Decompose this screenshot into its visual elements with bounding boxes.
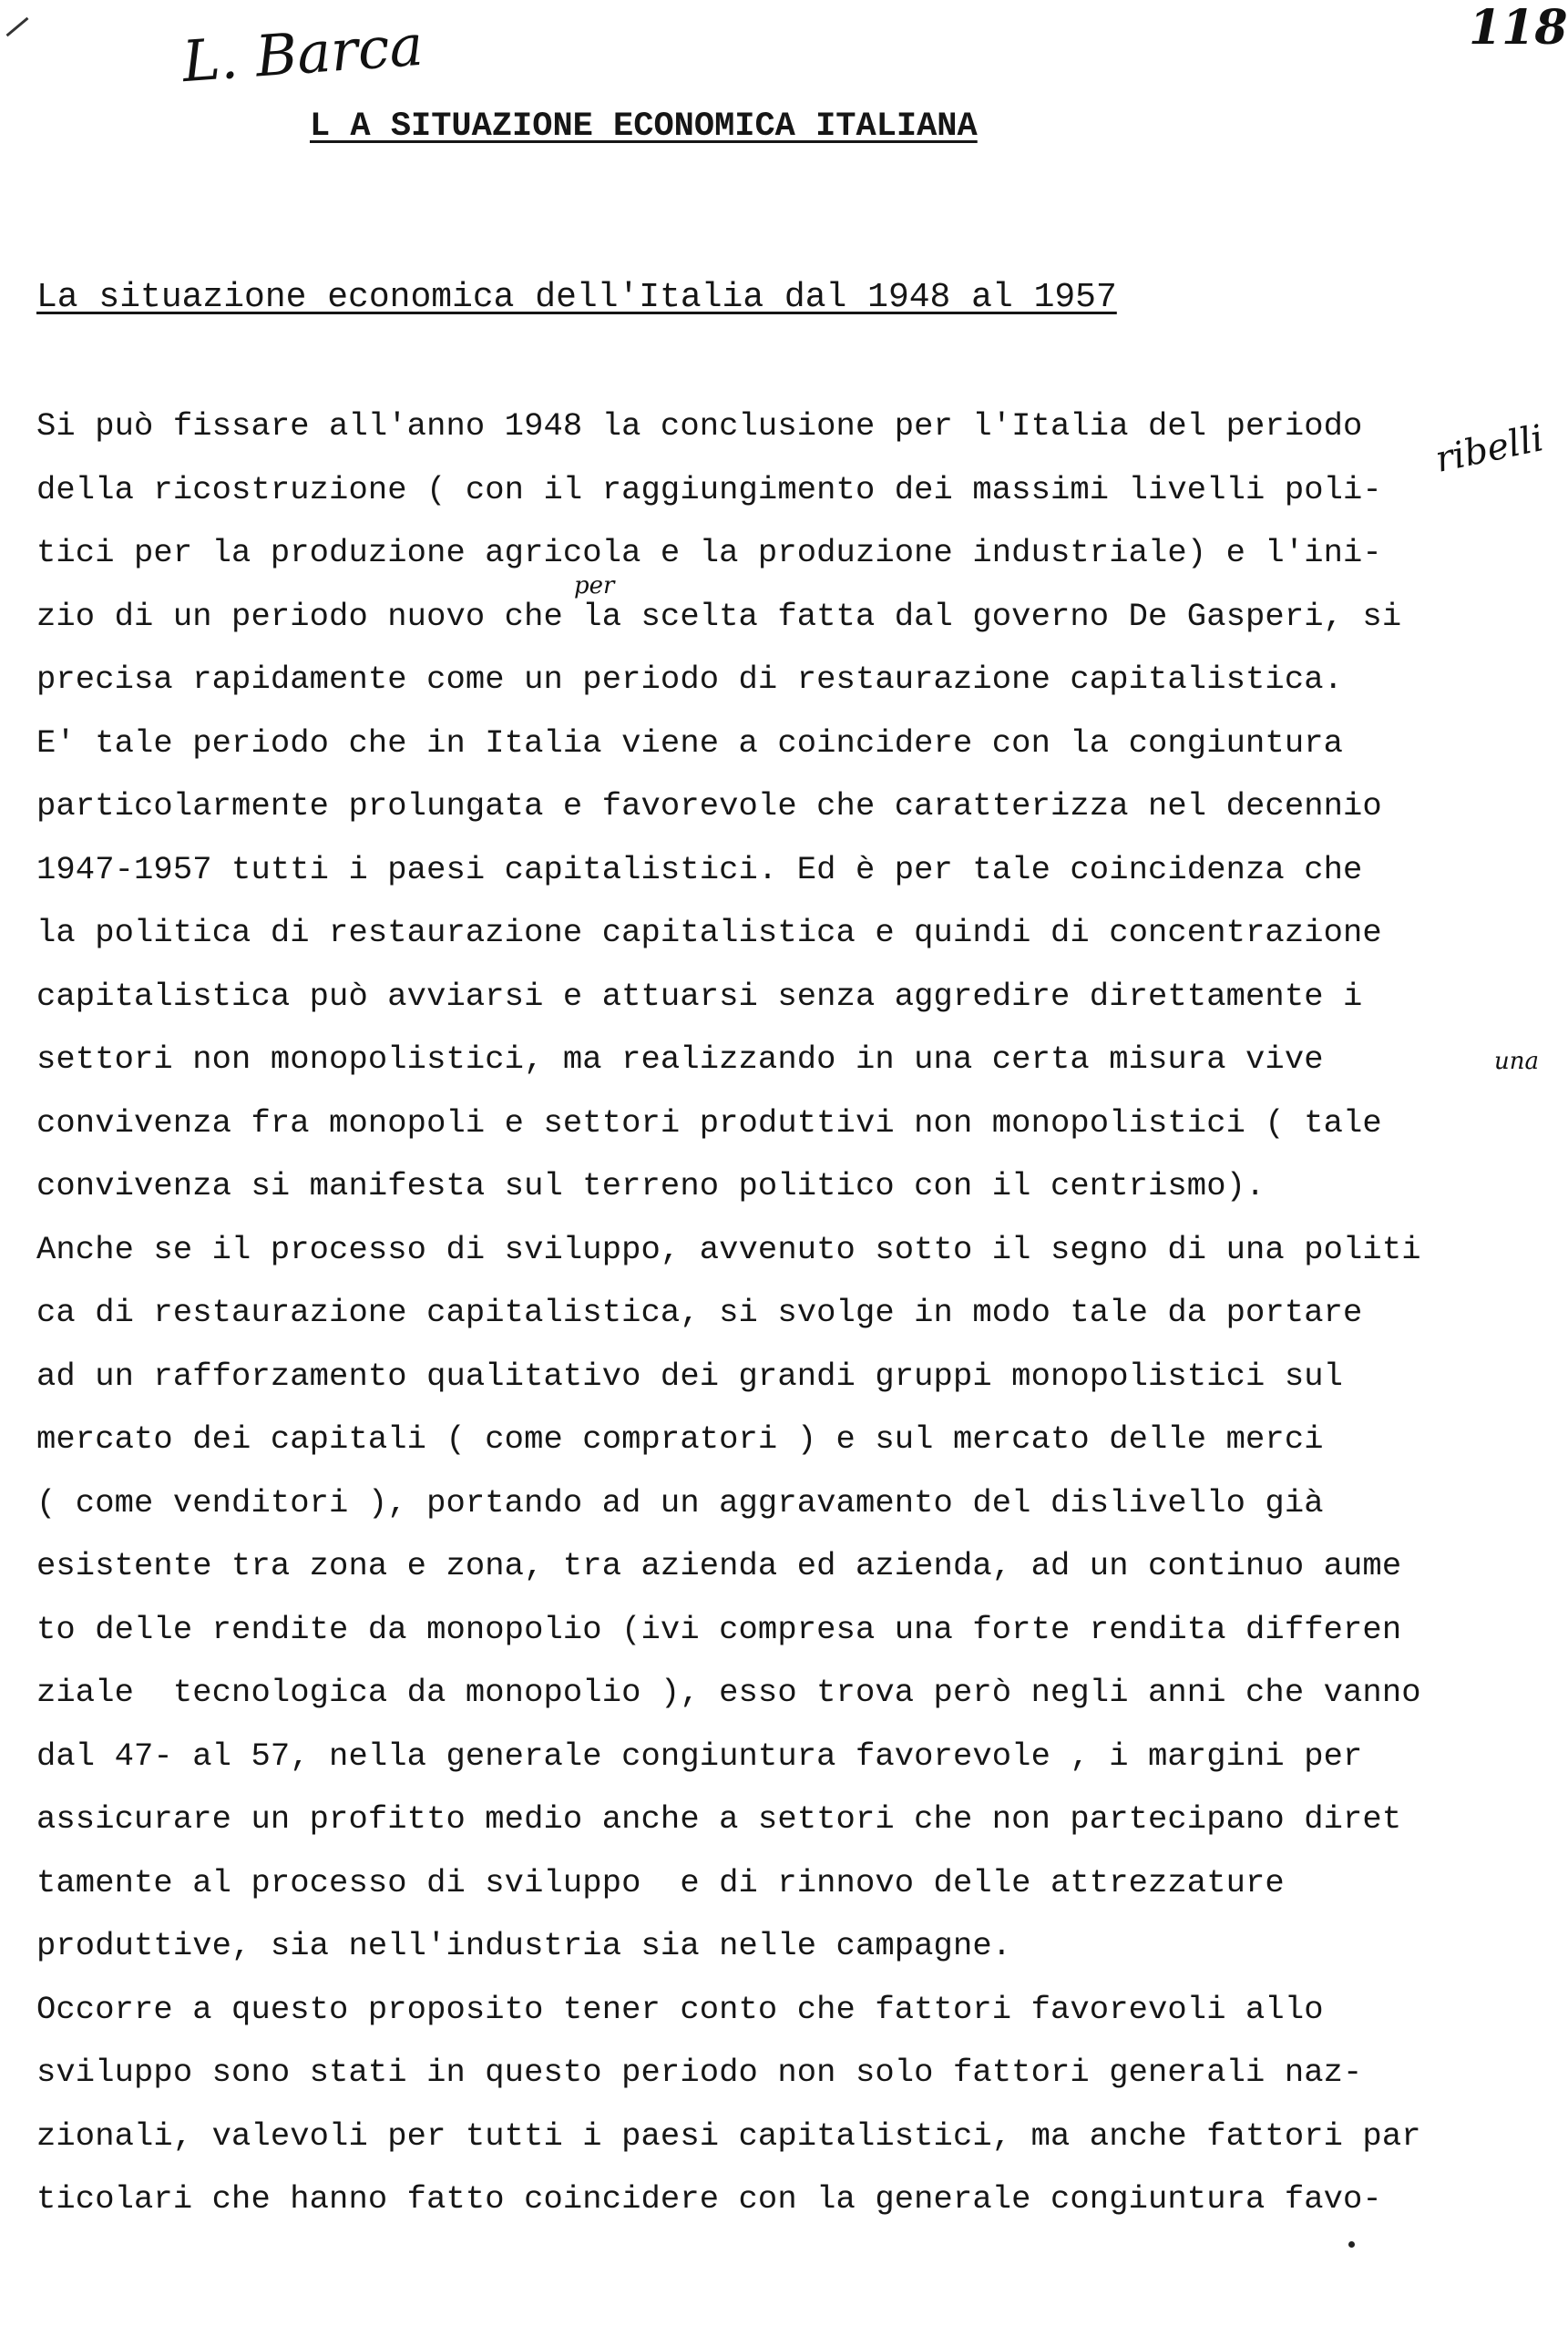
text-line: convivenza si manifesta sul terreno politico con il centrismo).	[36, 1167, 1266, 1204]
text-line: ca di restaurazione capitalistica, si svolge in modo tale da portare	[36, 1294, 1363, 1331]
text-line: to delle rendite da monopolio (ivi compresa una forte rendita differen	[36, 1611, 1402, 1648]
handwritten-page-number: 118	[1469, 0, 1568, 56]
document-title: L A SITUAZIONE ECONOMICA ITALIANA	[310, 108, 978, 146]
text-line: esistente tra zona e zona, tra azienda ed azienda, ad un continuo aume	[36, 1547, 1402, 1584]
text-line: ad un rafforzamento qualitativo dei grandi gruppi monopolistici sul	[36, 1358, 1344, 1395]
text-line: la politica di restaurazione capitalistica e quindi di concentrazione	[36, 914, 1382, 951]
section-heading: La situazione economica dell'Italia dal 1948 al 1957	[36, 278, 1117, 317]
margin-note-ribelli: ribelli	[1431, 417, 1548, 481]
text-line: Occorre a questo proposito tener conto che fattori favorevoli allo	[36, 1991, 1324, 2028]
text-line: E' tale periodo che in Italia viene a coincidere con la congiuntura	[36, 724, 1344, 762]
margin-mark	[6, 17, 29, 37]
text-line: zio di un periodo nuovo che la scelta fatta dal governo De Gasperi, si	[36, 598, 1402, 635]
text-line: settori non monopolistici, ma realizzando in una certa misura vive	[36, 1040, 1324, 1078]
text-line: zionali, valevoli per tutti i paesi capitalistici, ma anche fattori par	[36, 2117, 1421, 2155]
text-line: Si può fissare all'anno 1948 la conclusione per l'Italia del periodo	[36, 407, 1363, 445]
text-line: ( come venditori ), portando ad un aggravamento del dislivello già	[36, 1484, 1324, 1522]
margin-note-una: una	[1494, 1048, 1539, 1075]
text-line: dal 47- al 57, nella generale congiuntura favorevole , i margini per	[36, 1737, 1363, 1775]
text-line: 1947-1957 tutti i paesi capitalistici. Ed è per tale coincidenza che	[36, 851, 1363, 888]
text-line: produttive, sia nell'industria sia nelle campagne.	[36, 1927, 1012, 1964]
text-line: ziale tecnologica da monopolio ), esso trova però negli anni che vanno	[36, 1674, 1421, 1711]
text-line: ticolari che hanno fatto coincidere con la generale congiuntura favo-	[36, 2180, 1382, 2218]
text-line: capitalistica può avviarsi e attuarsi senza aggredire direttamente i	[36, 978, 1363, 1015]
text-line: Anche se il processo di sviluppo, avvenuto sotto il segno di una politi	[36, 1231, 1421, 1268]
text-line: della ricostruzione ( con il raggiungimento dei massimi livelli poli-	[36, 471, 1382, 508]
handwritten-author: L. Barca	[179, 11, 425, 96]
text-line: tici per la produzione agricola e la produzione industriale) e l'ini-	[36, 534, 1382, 571]
text-line: particolarmente prolungata e favorevole che caratterizza nel decennio	[36, 787, 1382, 825]
text-line: tamente al processo di sviluppo e di rinnovo delle attrezzature	[36, 1864, 1285, 1901]
text-line: mercato dei capitali ( come compratori ) e sul mercato delle merci	[36, 1420, 1324, 1458]
text-line: convivenza fra monopoli e settori produttivi non monopolistici ( tale	[36, 1104, 1382, 1142]
text-line: sviluppo sono stati in questo periodo non solo fattori generali naz-	[36, 2054, 1363, 2091]
text-line: assicurare un profitto medio anche a settori che non partecipano diret	[36, 1800, 1402, 1838]
ink-dot	[1348, 2241, 1355, 2248]
margin-note-per: per	[574, 572, 615, 599]
text-line: precisa rapidamente come un periodo di restaurazione capitalistica.	[36, 661, 1344, 698]
